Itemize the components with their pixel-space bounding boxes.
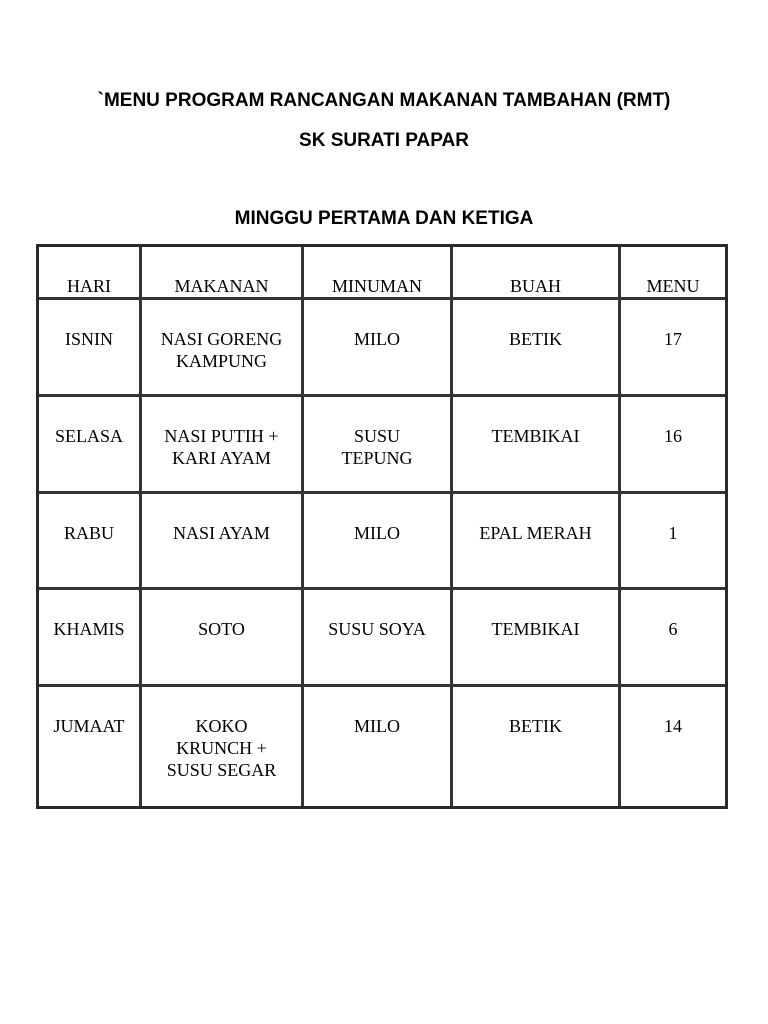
week-heading: MINGGU PERTAMA DAN KETIGA [234,208,534,229]
header-minuman: MINUMAN [304,247,453,300]
cell-line: SUSU [353,426,401,447]
table-row [39,397,725,494]
menu-table [39,247,725,806]
cell-hari: ISNIN [39,300,142,397]
header-buah: BUAH [453,247,621,300]
cell-makanan [142,590,304,687]
table-row [39,494,725,591]
cell-line: KRUNCH + [176,738,267,759]
cell-makanan [142,300,304,397]
cell-menu: 6 [621,590,725,687]
cell-line: MILO [354,716,400,737]
cell-hari: KHAMIS [39,590,142,687]
table-row [39,687,725,806]
table-row [39,300,725,397]
cell-line: MILO [354,522,400,543]
cell-buah: BETIK [453,300,621,397]
cell-line: MILO [354,329,400,350]
cell-line: SUSU SOYA [328,619,426,640]
cell-minuman [304,590,453,687]
cell-line: NASI GORENG [160,329,283,350]
cell-minuman [304,300,453,397]
cell-line: NASI PUTIH + [164,426,279,447]
cell-line: KARI AYAM [172,448,271,469]
cell-minuman [304,494,453,591]
cell-line: NASI AYAM [173,522,270,543]
header-hari: HARI [39,247,142,300]
cell-menu: 17 [621,300,725,397]
cell-line: SUSU SEGAR [166,760,277,781]
menu-table-frame [36,244,728,809]
header-menu: MENU [621,247,725,300]
cell-buah: TEMBIKAI [453,397,621,494]
cell-hari: RABU [39,494,142,591]
table-header-row [39,247,725,300]
cell-line: SOTO [198,619,245,640]
school-name: SK SURATI PAPAR [299,130,469,151]
cell-menu: 1 [621,494,725,591]
cell-makanan [142,687,304,806]
cell-buah: EPAL MERAH [453,494,621,591]
cell-menu: 14 [664,716,682,737]
cell-menu: 16 [621,397,725,494]
cell-line: KAMPUNG [175,351,267,372]
cell-minuman [304,687,453,806]
cell-line: KOKO [195,716,248,737]
cell-buah: BETIK [453,687,621,806]
cell-makanan [142,397,304,494]
cell-hari: JUMAAT [39,687,142,806]
cell-makanan [142,494,304,591]
document-title: `MENU PROGRAM RANCANGAN MAKANAN TAMBAHAN (RMT) [97,90,671,111]
cell-hari: SELASA [39,397,142,494]
cell-line: TEPUNG [341,448,413,469]
header-makanan: MAKANAN [142,247,304,300]
cell-buah: TEMBIKAI [453,590,621,687]
table-row [39,590,725,687]
cell-minuman [304,397,453,494]
